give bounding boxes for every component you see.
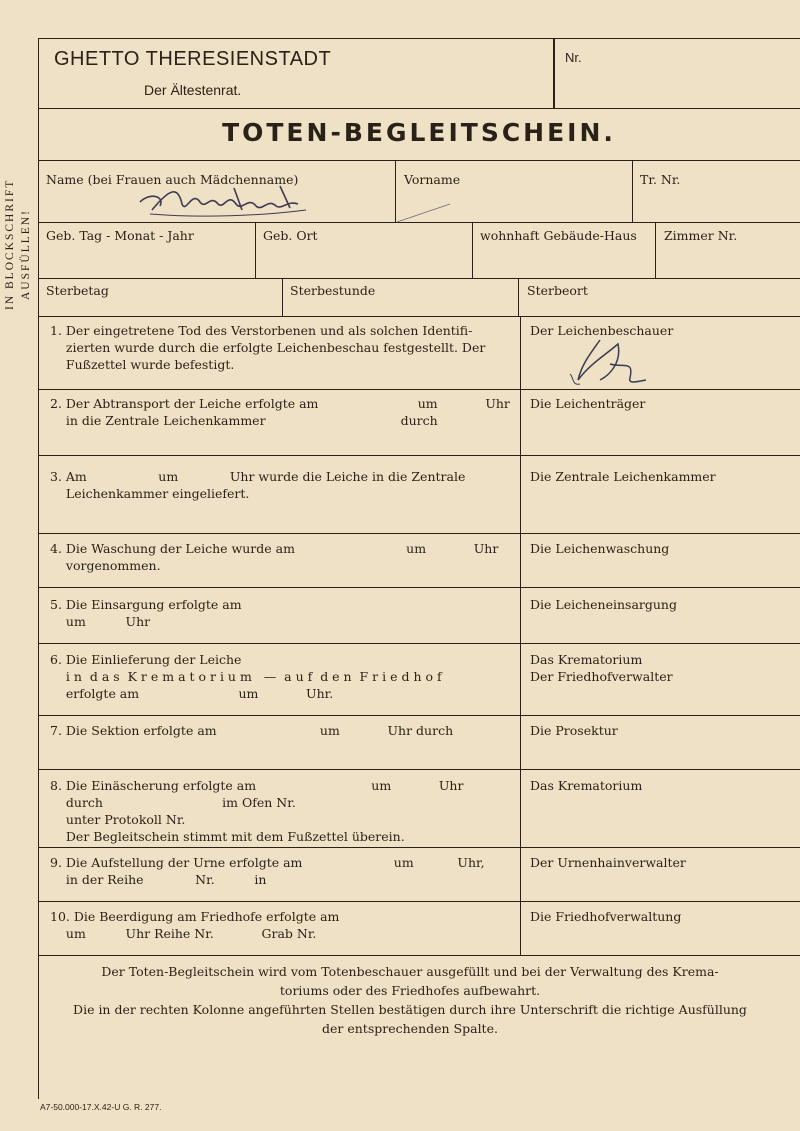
header-divider xyxy=(553,38,555,108)
column-divider xyxy=(282,278,283,316)
instruction-line-2: AUSFÜLLEN! xyxy=(20,209,32,300)
death-place-label: Sterbeort xyxy=(527,283,588,298)
room-label: Zimmer Nr. xyxy=(664,228,738,243)
footer-line: der entsprechenden Spalte. xyxy=(322,1021,498,1036)
pencil-stroke xyxy=(395,200,455,230)
firstname-label: Vorname xyxy=(404,172,461,187)
footer-line: toriums oder des Friedhofes aufbewahrt. xyxy=(279,983,541,998)
step-5-text: 5. Die Einsargung erfolgte am um Uhr xyxy=(50,597,242,629)
number-field-label: Nr. xyxy=(565,50,582,65)
rule xyxy=(38,643,800,644)
birthplace-label: Geb. Ort xyxy=(263,228,318,243)
step-1-office: Der Leichenbeschauer xyxy=(530,323,674,338)
rule xyxy=(38,533,800,534)
transport-number-label: Tr. Nr. xyxy=(640,172,681,187)
step-6-text: 6. Die Einlieferung der Leiche i n d a s K r e m a t o r i u m — a u f d e n F r i e d h o f erfolgte am um Uhr. xyxy=(50,652,442,701)
rule xyxy=(38,160,800,161)
examiner-signature xyxy=(560,334,670,388)
column-divider xyxy=(472,222,473,278)
form-header xyxy=(38,38,800,109)
step-8-office: Das Krematorium xyxy=(530,778,643,793)
rule xyxy=(38,455,800,456)
footer-line: Die in der rechten Kolonne angeführten Stellen bestätigen durch ihre Unterschrift die richtige Ausfüllung xyxy=(73,1002,747,1017)
rule xyxy=(38,901,800,902)
step-2-office: Die Leichenträger xyxy=(530,396,646,411)
step-4-office: Die Leichenwaschung xyxy=(530,541,670,556)
step-8-text: 8. Die Einäscherung erfolgte am um Uhr durch im Ofen Nr. unter Protokoll Nr. Der Begleitschein stimmt mit dem Fußzettel überein. xyxy=(50,778,464,844)
column-divider xyxy=(655,222,656,278)
residence-label: wohnhaft Gebäude-Haus xyxy=(480,228,637,243)
name-label: Name (bei Frauen auch Mädchenname) xyxy=(46,172,299,187)
death-hour-label: Sterbestunde xyxy=(290,283,376,298)
footer-line: Der Toten-Begleitschein wird vom Totenbeschauer ausgefüllt und bei der Verwaltung des Krema- xyxy=(101,964,719,979)
step-1-text: 1. Der eingetretene Tod des Verstorbenen und als solchen Identifi- zierten wurde durch die erfolgte Leichenbeschau festgestellt. Der Fußzettel wurde befestigt. xyxy=(50,323,486,372)
print-code: A7-50.000-17.X.42-U G. R. 277. xyxy=(40,1102,162,1112)
column-divider xyxy=(518,278,519,316)
rule xyxy=(38,278,800,279)
step-6-office: Das Krematorium Der Friedhofverwalter xyxy=(530,652,673,684)
handwritten-name-signature xyxy=(130,180,320,222)
step-4-text: 4. Die Waschung der Leiche wurde am um Uhr vorgenommen. xyxy=(50,541,499,573)
rule xyxy=(38,955,800,956)
council-subtitle: Der Ältestenrat. xyxy=(144,82,242,98)
step-7-text: 7. Die Sektion erfolgte am um Uhr durch xyxy=(50,723,454,738)
form-title: TOTEN-BEGLEITSCHEIN. xyxy=(222,118,616,147)
rule xyxy=(38,587,800,588)
rule xyxy=(38,847,800,848)
column-divider xyxy=(632,160,633,222)
block-letters-instruction xyxy=(0,150,34,330)
step-9-office: Der Urnenhainverwalter xyxy=(530,855,686,870)
rule xyxy=(38,715,800,716)
footer-note xyxy=(60,962,760,1038)
step-10-text: 10. Die Beerdigung am Friedhofe erfolgte am um Uhr Reihe Nr. Grab Nr. xyxy=(50,909,340,941)
step-5-office: Die Leicheneinsargung xyxy=(530,597,677,612)
step-3-text: 3. Am um Uhr wurde die Leiche in die Zentrale Leichenkammer eingeliefert. xyxy=(50,469,466,501)
step-9-text: 9. Die Aufstellung der Urne erfolgte am um Uhr, in der Reihe Nr. in xyxy=(50,855,485,887)
birthdate-label: Geb. Tag - Monat - Jahr xyxy=(46,228,194,243)
step-7-office: Die Prosektur xyxy=(530,723,618,738)
step-10-office: Die Friedhofverwaltung xyxy=(530,909,682,924)
step-3-office: Die Zentrale Leichenkammer xyxy=(530,469,716,484)
rule xyxy=(38,389,800,390)
column-divider xyxy=(255,222,256,278)
ghetto-title: GHETTO THERESIENSTADT xyxy=(54,48,332,70)
step-2-text: 2. Der Abtransport der Leiche erfolgte am um Uhr in die Zentrale Leichenkammer durch xyxy=(50,396,510,428)
death-day-label: Sterbetag xyxy=(46,283,109,298)
instruction-line-1: IN BLOCKSCHRIFT xyxy=(4,178,16,310)
column-divider xyxy=(520,316,521,956)
rule xyxy=(38,769,800,770)
rule xyxy=(38,316,800,317)
